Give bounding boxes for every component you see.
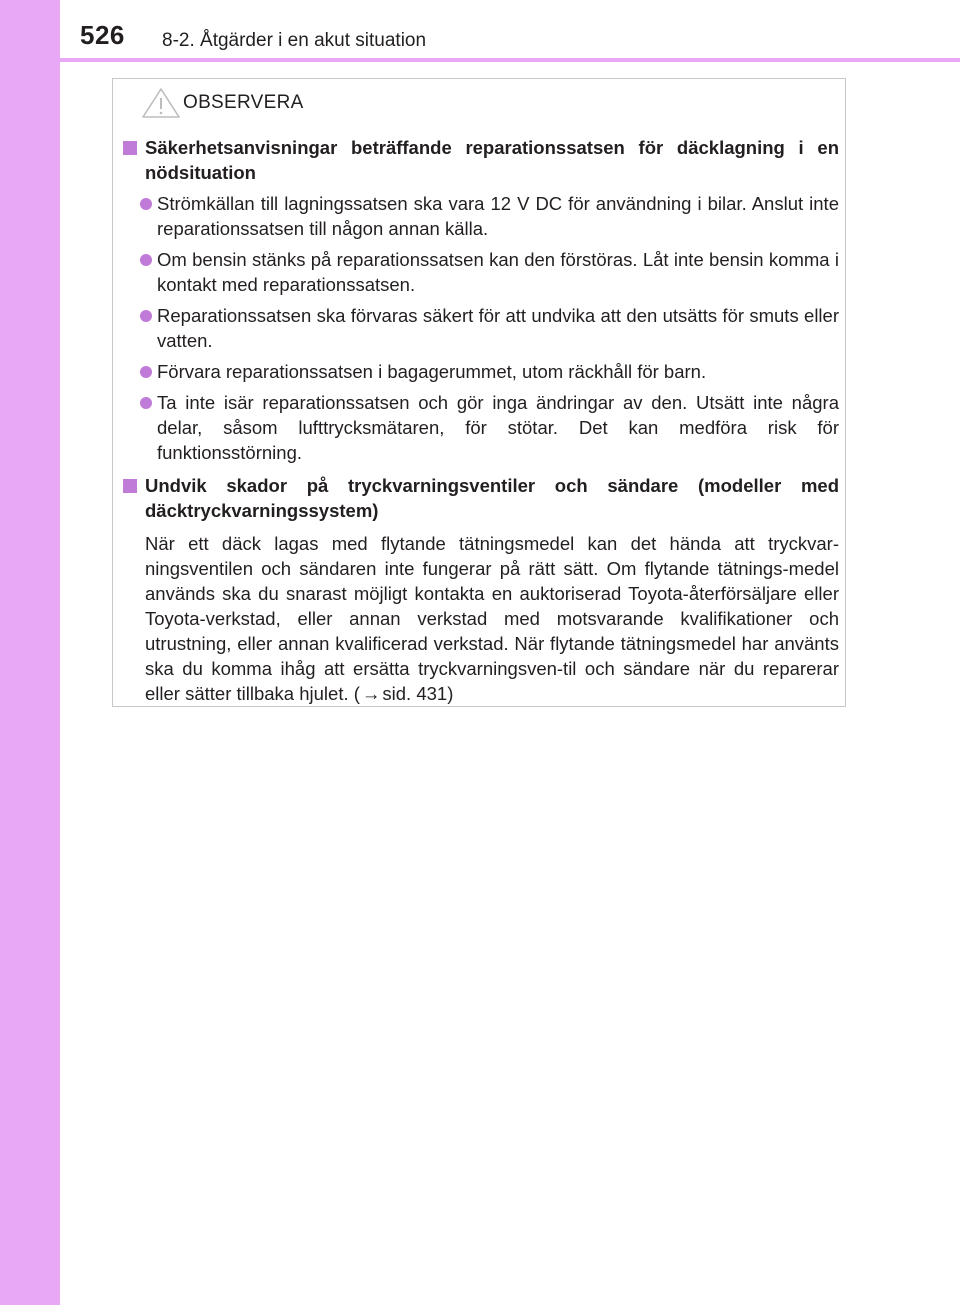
list-item-text: Om bensin stänks på reparationssatsen kan den förstöras. Låt inte bensin komma i kontakt med reparationssatsen.: [157, 249, 839, 295]
round-bullet-icon: [140, 254, 152, 266]
caution-title: OBSERVERA: [183, 92, 304, 113]
list-item: [123, 303, 839, 353]
caution-box: [112, 78, 846, 707]
list-item-text: Ta inte isär reparationssatsen och gör inga ändringar av den. Utsätt inte några delar, såsom lufttrycksmätaren, för stötar. Det kan medföra risk för funktionsstörning.: [157, 392, 839, 463]
section-paragraph: [123, 531, 839, 706]
round-bullet-icon: [140, 310, 152, 322]
list-item-text: Förvara reparationssatsen i bagagerummet, utom räckhåll för barn.: [157, 361, 707, 382]
right-arrow-icon: →: [361, 683, 381, 704]
caution-header: [141, 85, 304, 121]
list-item: [123, 390, 839, 465]
warning-triangle-icon: [141, 87, 181, 119]
round-bullet-icon: [140, 198, 152, 210]
list-item: [123, 247, 839, 297]
page-reference-link[interactable]: sid. 431): [382, 683, 454, 704]
square-bullet-icon: [123, 141, 137, 155]
side-color-band: [0, 0, 60, 1305]
list-item-text: Reparationssatsen ska förvaras säkert för att undvika att den utsätts för smuts eller vatten.: [157, 305, 839, 351]
round-bullet-icon: [140, 366, 152, 378]
square-bullet-icon: [123, 479, 137, 493]
section-title: 8-2. Åtgärder i en akut situation: [162, 30, 427, 51]
list-item-text: Strömkällan till lagningssatsen ska vara 12 V DC för användning i bilar. Anslut inte reparationssatsen till någon annan källa.: [157, 193, 839, 239]
section-heading-pressure-valves: [123, 473, 839, 523]
paragraph-text: När ett däck lagas med flytande tätningsmedel kan det hända att tryckvar-ningsventilen och sändaren inte fungerar på rätt sätt. Om flytande tätnings-medel används ska du snarast möjligt kontakta en auktoriserad Toyota-återförsäljare eller Toyota-verkstad, eller annan verkstad med motsvarande kvalifikationer och utrustning, eller annan kvalificerad verkstad. När flytande tätningsmedel har använts ska du komma ihåg att ersätta tryckvarningsven-til och sändare när du reparerar eller sätter tillbaka hjulet. (: [145, 533, 839, 704]
list-item: [123, 359, 839, 384]
caution-content: [123, 135, 839, 706]
list-item: [123, 191, 839, 241]
section-heading-text: Undvik skador på tryckvarningsventiler och sändare (modeller med däcktryckvarningssystem): [145, 475, 839, 521]
page-number: 526: [80, 20, 125, 50]
header-divider: [60, 58, 960, 62]
round-bullet-icon: [140, 397, 152, 409]
section-heading-safety: [123, 135, 839, 185]
section-heading-text: Säkerhetsanvisningar beträffande reparationssatsen för däcklagning i en nödsituation: [145, 137, 839, 183]
